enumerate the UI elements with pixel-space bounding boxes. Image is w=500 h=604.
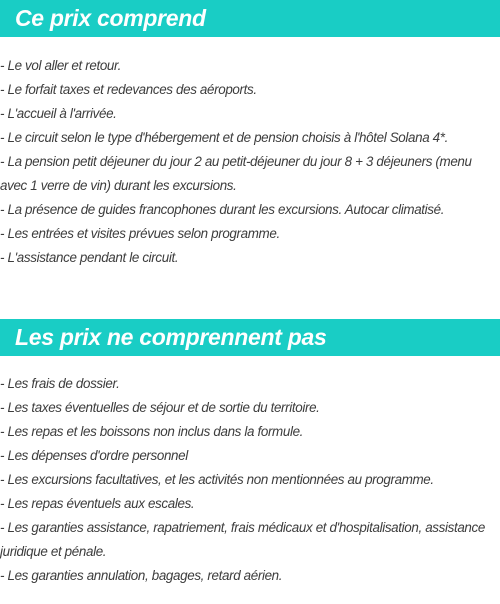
list-item: - Les repas éventuels aux escales. <box>0 496 195 511</box>
included-section-title: Ce prix comprend <box>15 5 206 31</box>
list-item: - L'accueil à l'arrivée. <box>0 106 117 121</box>
list-item: - Les excursions facultatives, et les activités non mentionnées au programme. <box>0 472 434 487</box>
list-item: - Les garanties assistance, rapatriement, frais médicaux et d'hospitalisation, assistance juridique et pénale. <box>0 520 485 559</box>
included-section-header <box>0 0 500 37</box>
list-item: - La pension petit déjeuner du jour 2 au petit-déjeuner du jour 8 + 3 déjeuners (menu avec 1 verre de vin) durant les excursions. <box>0 154 472 193</box>
list-item: - Le circuit selon le type d'hébergement et de pension choisis à l'hôtel Solana 4*. <box>0 130 449 145</box>
list-item: - Le vol aller et retour. <box>0 58 121 73</box>
list-item: - Les dépenses d'ordre personnel <box>0 448 188 463</box>
excluded-section-header <box>0 319 500 356</box>
list-item: - Le forfait taxes et redevances des aéroports. <box>0 82 257 97</box>
list-item: - Les garanties annulation, bagages, retard aérien. <box>0 568 283 583</box>
list-item: - L'assistance pendant le circuit. <box>0 250 179 265</box>
list-item: - Les taxes éventuelles de séjour et de sortie du territoire. <box>0 400 320 415</box>
excluded-section-title: Les prix ne comprennent pas <box>15 324 327 350</box>
included-items-list <box>0 54 500 270</box>
list-item: - La présence de guides francophones durant les excursions. Autocar climatisé. <box>0 202 445 217</box>
list-item: - Les repas et les boissons non inclus dans la formule. <box>0 424 304 439</box>
excluded-items-list <box>0 372 500 588</box>
list-item: - Les frais de dossier. <box>0 376 120 391</box>
list-item: - Les entrées et visites prévues selon programme. <box>0 226 280 241</box>
